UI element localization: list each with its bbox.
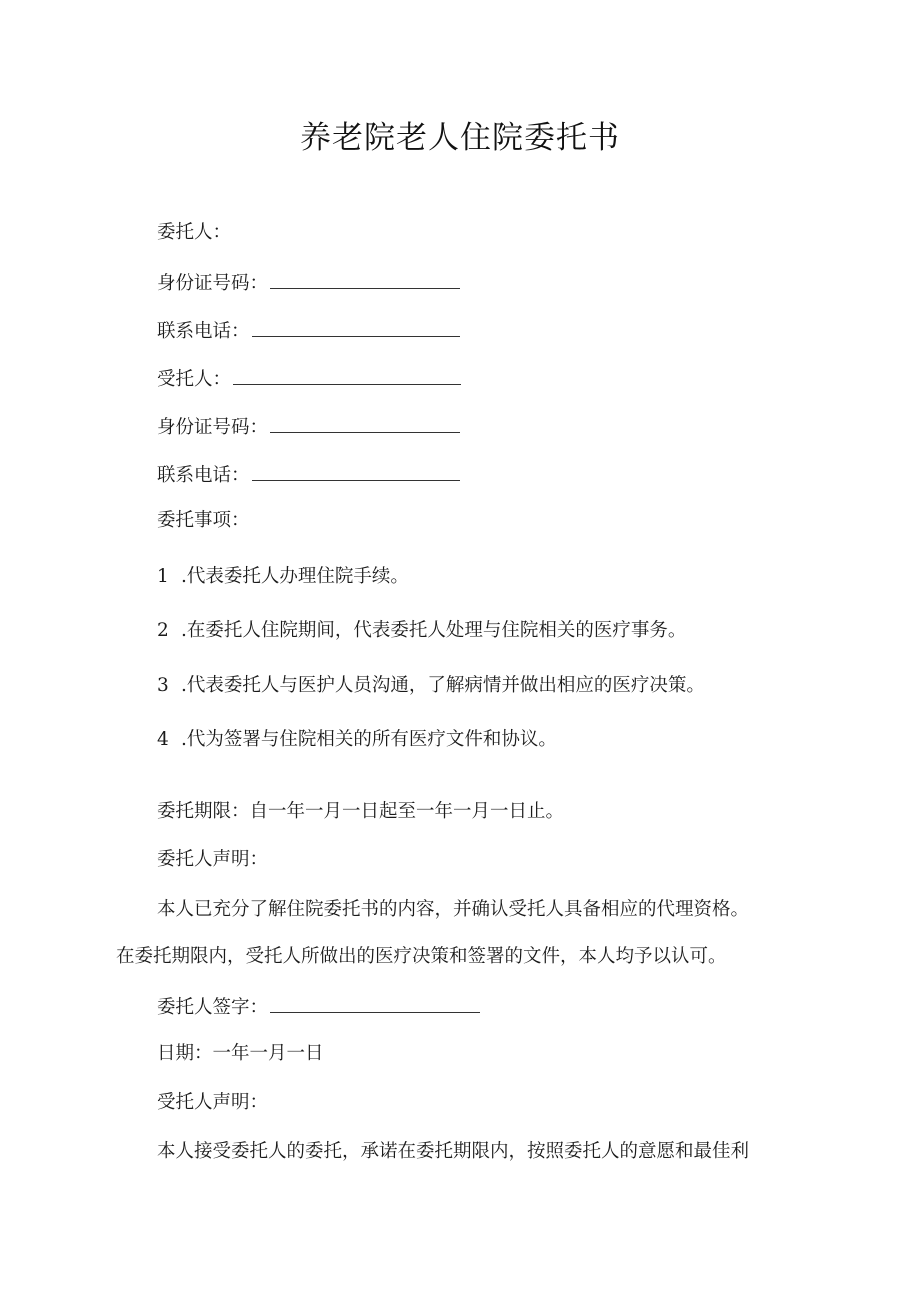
matter-number: 2 (157, 620, 169, 641)
agent-id-label: 身份证号码： (157, 417, 269, 438)
matter-text: .代为签署与住院相关的所有医疗文件和协议。 (181, 729, 557, 750)
matter-number: 4 (157, 729, 169, 750)
agent-statement-heading: 受托人声明： (157, 1092, 269, 1113)
matter-item (157, 618, 686, 644)
matter-text: .代表委托人与医护人员沟通，了解病情并做出相应的医疗决策。 (181, 675, 705, 696)
matters-heading: 委托事项： (157, 510, 250, 531)
signature-field (157, 992, 480, 1021)
agent-phone-blank[interactable] (252, 460, 460, 481)
principal-id-field (157, 268, 460, 297)
principal-id-blank[interactable] (270, 268, 460, 289)
principal-id-label: 身份证号码： (157, 273, 269, 294)
agent-field (157, 364, 461, 393)
agent-id-blank[interactable] (270, 412, 460, 433)
matter-item (157, 673, 705, 699)
signature-blank[interactable] (270, 992, 480, 1013)
matter-item (157, 564, 409, 590)
agent-statement-text: 本人接受委托人的委托，承诺在委托期限内，按照委托人的意愿和最佳利 (157, 1141, 750, 1162)
matter-number: 3 (157, 675, 169, 696)
agent-phone-label: 联系电话： (157, 465, 250, 486)
matter-text: .代表委托人办理住院手续。 (181, 566, 409, 587)
agent-label: 受托人： (157, 369, 232, 390)
principal-statement-heading: 委托人声明： (157, 849, 269, 870)
matter-text: .在委托人住院期间，代表委托人处理与住院相关的医疗事务。 (181, 620, 687, 641)
principal-label: 委托人： (157, 222, 232, 243)
agent-id-field (157, 412, 460, 441)
term-line: 委托期限：自一年一月一日起至一年一月一日止。 (157, 801, 565, 822)
date-line: 日期：一年一月一日 (157, 1043, 324, 1064)
principal-statement-text: 在委托期限内，受托人所做出的医疗决策和签署的文件，本人均予以认可。 (116, 946, 727, 967)
agent-phone-field (157, 460, 460, 489)
principal-phone-label: 联系电话： (157, 321, 250, 342)
matter-number: 1 (157, 566, 169, 587)
principal-field (157, 220, 231, 246)
matter-item (157, 727, 557, 753)
principal-phone-blank[interactable] (252, 316, 460, 337)
page-title: 养老院老人住院委托书 (300, 120, 620, 156)
signature-label: 委托人签字： (157, 997, 269, 1018)
principal-phone-field (157, 316, 460, 345)
principal-statement-text: 本人已充分了解住院委托书的内容，并确认受托人具备相应的代理资格。 (157, 899, 750, 920)
agent-blank[interactable] (233, 364, 461, 385)
